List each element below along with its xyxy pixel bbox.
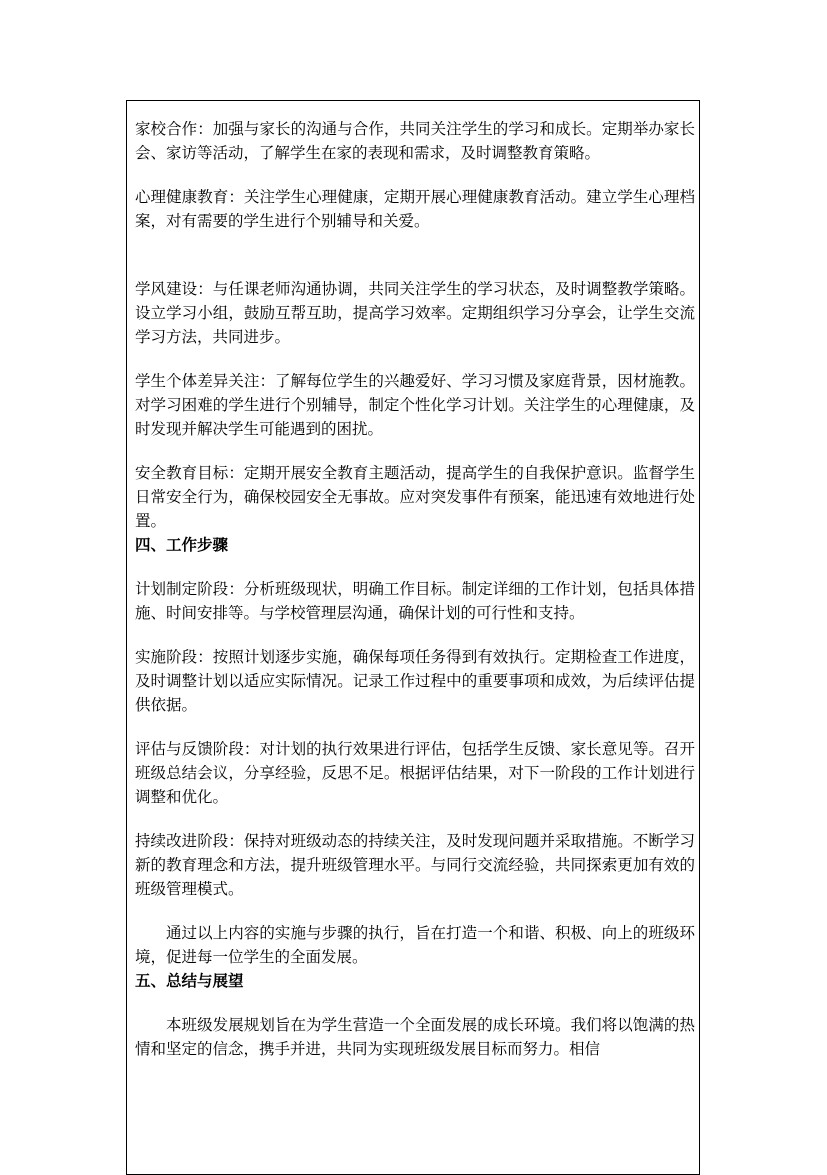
paragraph-evaluation-stage: 评估与反馈阶段：对计划的执行效果进行评估，包括学生反馈、家长意见等。召开班级总结会议，分享经验，反思不足。根据评估结果，对下一阶段的工作计划进行调整和优化。: [135, 740, 695, 806]
section-heading-summary: 五、总结与展望: [135, 972, 244, 990]
paragraph-planning-stage: 计划制定阶段：分析班级现状，明确工作目标。制定详细的工作计划，包括具体措施、时间安排等。与学校管理层沟通，确保计划的可行性和支持。: [135, 580, 695, 622]
paragraph-implementation-stage: 实施阶段：按照计划逐步实施，确保每项任务得到有效执行。定期检查工作进度，及时调整计划以适应实际情况。记录工作过程中的重要事项和成效，为后续评估提供依据。: [135, 648, 695, 714]
paragraph-conclusion-steps: 通过以上内容的实施与步骤的执行，旨在打造一个和谐、积极、向上的班级环境，促进每一位学生的全面发展。: [135, 924, 695, 966]
paragraph-improvement-stage: 持续改进阶段：保持对班级动态的持续关注，及时发现问题并采取措施。不断学习新的教育理念和方法，提升班级管理水平。与同行交流经验，共同探索更加有效的班级管理模式。: [135, 832, 695, 898]
paragraph-home-school: 家校合作：加强与家长的沟通与合作，共同关注学生的学习和成长。定期举办家长会、家访等活动，了解学生在家的表现和需求，及时调整教育策略。: [135, 120, 695, 162]
paragraph-mental-health: 心理健康教育：关注学生心理健康，定期开展心理健康教育活动。建立学生心理档案，对有需要的学生进行个别辅导和关爱。: [135, 188, 695, 230]
paragraph-individual-differences: 学生个体差异关注：了解每位学生的兴趣爱好、学习习惯及家庭背景，因材施教。对学习困难的学生进行个别辅导，制定个性化学习计划。关注学生的心理健康，及时发现并解决学生可能遇到的困扰。: [135, 372, 695, 438]
section-heading-work-steps: 四、工作步骤: [135, 536, 229, 554]
paragraph-summary: 本班级发展规划旨在为学生营造一个全面发展的成长环境。我们将以饱满的热情和坚定的信念，携手并进，共同为实现班级发展目标而努力。相信: [135, 1016, 695, 1058]
document-body: [135, 117, 695, 1061]
paragraph-study-style: 学风建设：与任课老师沟通协调，共同关注学生的学习状态，及时调整教学策略。设立学习小组，鼓励互帮互助，提高学习效率。定期组织学习分享会，让学生交流学习方法，共同进步。: [135, 280, 695, 346]
paragraph-safety-education: 安全教育目标：定期开展安全教育主题活动，提高学生的自我保护意识。监督学生日常安全行为，确保校园安全无事故。应对突发事件有预案，能迅速有效地进行处置。: [135, 464, 695, 530]
